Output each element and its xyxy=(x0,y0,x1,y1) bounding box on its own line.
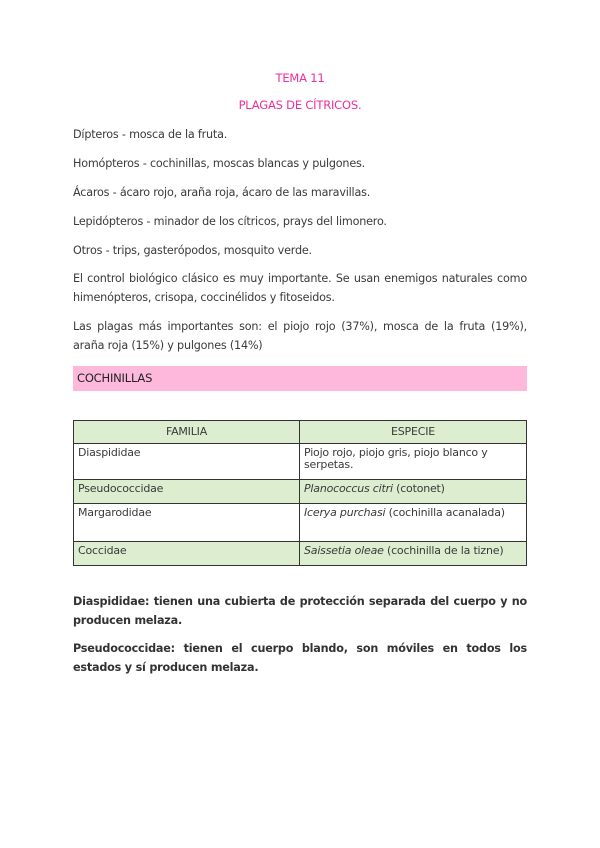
topic-number: TEMA 11 xyxy=(275,71,325,85)
paragraph: Las plagas más importantes son: el piojo rojo (37%), mosca de la fruta (19%), araña roja (15%) y pulgones (14%) xyxy=(73,320,527,352)
pest-line: Lepidópteros - minador de los cítricos, prays del limonero. xyxy=(73,215,387,228)
especie-cell xyxy=(300,480,527,504)
note-pseudococcidae: Pseudococcidae: tienen el cuerpo blando, son móviles en todos los estados y sí producen melaza. xyxy=(73,642,527,674)
familia-cell: Pseudococcidae xyxy=(74,480,300,504)
especie-text: (cochinilla de la tizne) xyxy=(383,544,504,557)
table-row xyxy=(74,480,527,504)
especie-italic: Saissetia oleae xyxy=(304,544,384,557)
especie-italic: Icerya purchasi xyxy=(304,506,386,519)
familia-cell: Diaspididae xyxy=(74,444,300,480)
especie-text: Piojo rojo, piojo gris, piojo blanco y serpetas. xyxy=(304,446,488,471)
section-header xyxy=(73,366,527,391)
pest-line: Dípteros - mosca de la fruta. xyxy=(73,128,228,141)
table-row xyxy=(74,542,527,566)
especie-italic: Planococcus citri xyxy=(304,482,393,495)
pest-line: Otros - trips, gasterópodos, mosquito verde. xyxy=(73,244,312,257)
especie-text: (cochinilla acanalada) xyxy=(385,506,505,519)
table-header-row xyxy=(74,421,527,444)
section-title: COCHINILLAS xyxy=(77,371,153,385)
pest-line: Ácaros - ácaro rojo, araña roja, ácaro de las maravillas. xyxy=(73,186,371,199)
note-diaspididae: Diaspididae: tienen una cubierta de protección separada del cuerpo y no producen melaza. xyxy=(73,595,527,627)
especie-cell xyxy=(300,542,527,566)
especie-cell xyxy=(300,444,527,480)
especie-cell xyxy=(300,504,527,542)
cochinillas-table xyxy=(73,420,527,566)
table-row xyxy=(74,444,527,480)
especie-text: (cotonet) xyxy=(392,482,445,495)
table-row xyxy=(74,504,527,542)
paragraph: El control biológico clásico es muy importante. Se usan enemigos naturales como himenópteros, crisopa, coccinélidos y fitoseidos. xyxy=(73,272,527,304)
pest-line: Homópteros - cochinillas, moscas blancas y pulgones. xyxy=(73,157,365,170)
page-title: PLAGAS DE CÍTRICOS. xyxy=(238,98,362,112)
column-header: FAMILIA xyxy=(74,421,300,444)
familia-cell: Margarodidae xyxy=(74,504,300,542)
column-header: ESPECIE xyxy=(300,421,527,444)
familia-cell: Coccidae xyxy=(74,542,300,566)
